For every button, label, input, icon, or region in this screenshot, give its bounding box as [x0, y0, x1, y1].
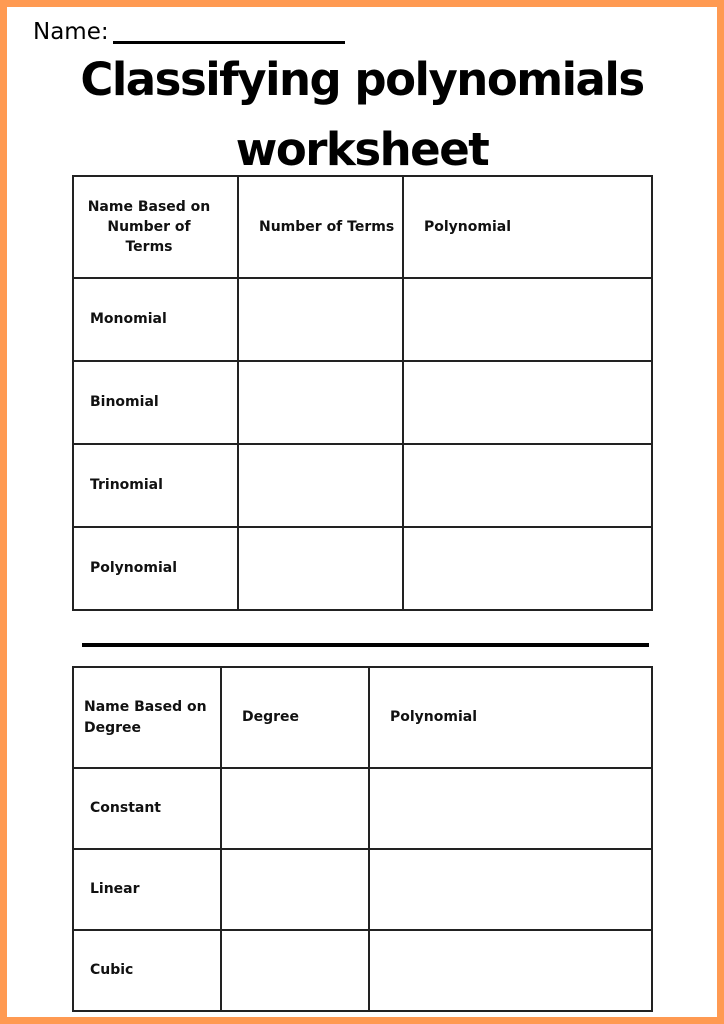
blank-cell[interactable] — [238, 361, 403, 444]
terms-table-header-row — [73, 176, 652, 278]
terms-header-name — [73, 176, 238, 278]
degree-header-polynomial: Polynomial — [369, 667, 652, 768]
blank-cell[interactable] — [403, 278, 652, 361]
row-label: Trinomial — [73, 444, 238, 527]
table-row — [73, 361, 652, 444]
blank-cell[interactable] — [403, 527, 652, 610]
table-row — [73, 527, 652, 610]
terms-table — [72, 175, 653, 611]
blank-cell[interactable] — [238, 444, 403, 527]
terms-header-count: Number of Terms — [238, 176, 403, 278]
row-label: Linear — [73, 849, 221, 930]
table-row — [73, 849, 652, 930]
blank-cell[interactable] — [238, 527, 403, 610]
terms-header-polynomial: Polynomial — [403, 176, 652, 278]
degree-header-name — [73, 667, 221, 768]
row-label: Binomial — [73, 361, 238, 444]
blank-cell[interactable] — [238, 278, 403, 361]
section-divider — [82, 643, 649, 647]
blank-cell[interactable] — [403, 444, 652, 527]
table-row — [73, 444, 652, 527]
blank-cell[interactable] — [403, 361, 652, 444]
row-label: Polynomial — [73, 527, 238, 610]
page-title-line-2: worksheet — [235, 123, 489, 176]
row-label: Constant — [73, 768, 221, 849]
degree-header-degree: Degree — [221, 667, 369, 768]
blank-cell[interactable] — [221, 849, 369, 930]
page-title-line-1: Classifying polynomials — [80, 53, 644, 106]
terms-header-name-text: Name Based on Number of Terms — [87, 198, 211, 256]
blank-cell[interactable] — [221, 930, 369, 1011]
table-row — [73, 930, 652, 1011]
degree-header-name-text: Name Based on Degree — [84, 699, 207, 736]
blank-cell[interactable] — [369, 930, 652, 1011]
row-label: Monomial — [73, 278, 238, 361]
name-label: Name: — [33, 19, 109, 45]
degree-table-header-row — [73, 667, 652, 768]
table-row — [73, 278, 652, 361]
name-blank-line[interactable] — [113, 41, 345, 44]
blank-cell[interactable] — [369, 768, 652, 849]
row-label: Cubic — [73, 930, 221, 1011]
blank-cell[interactable] — [221, 768, 369, 849]
table-row — [73, 768, 652, 849]
blank-cell[interactable] — [369, 849, 652, 930]
degree-table — [72, 666, 653, 1012]
